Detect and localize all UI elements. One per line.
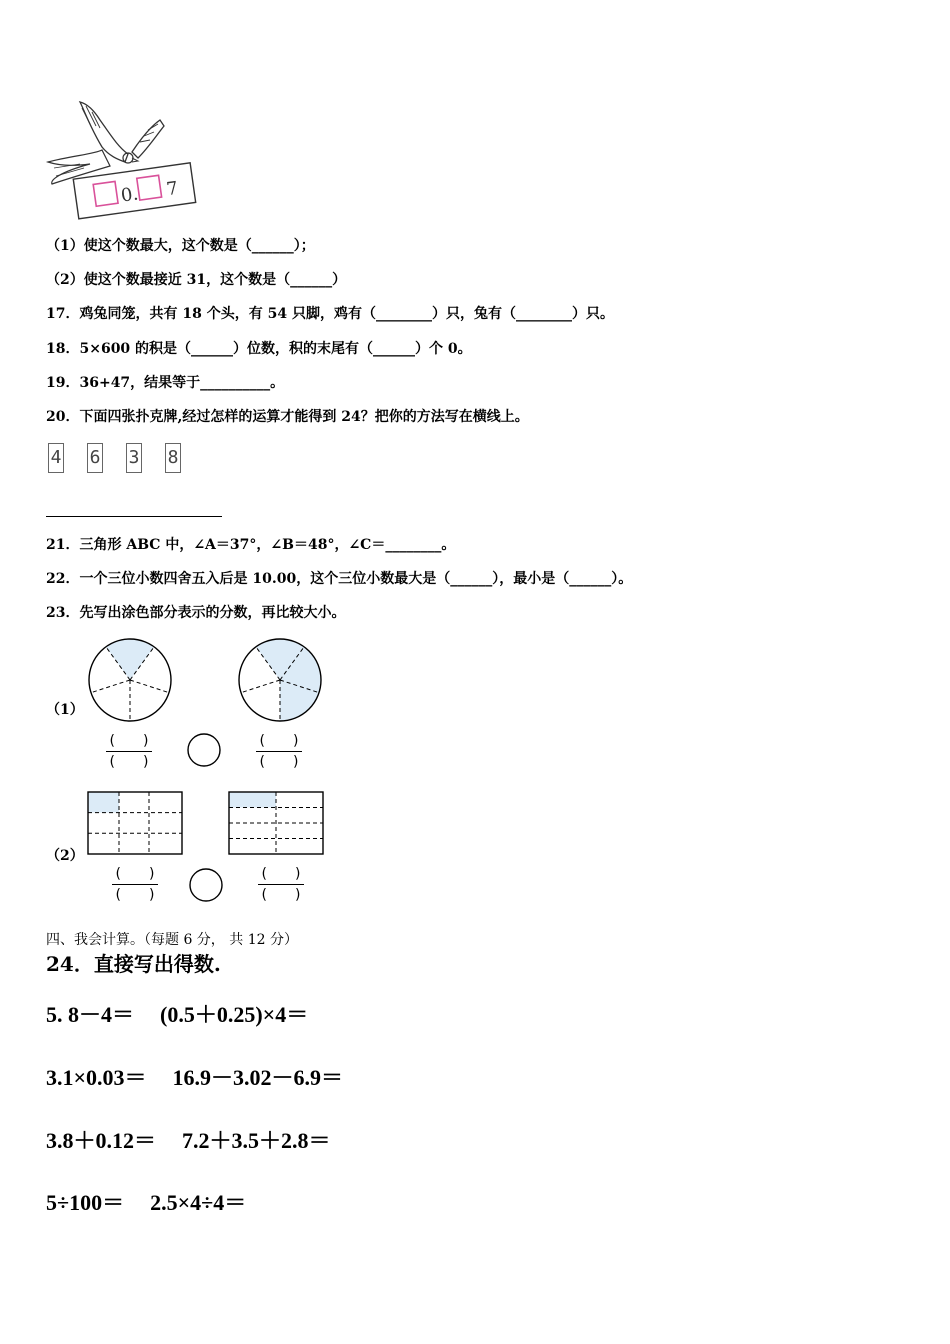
numerator: ( ): [261, 866, 301, 882]
question-23: 23．先写出涂色部分表示的分数，再比较大小。: [46, 605, 346, 621]
fraction-blank[interactable]: [106, 865, 164, 904]
numerator: ( ): [259, 733, 299, 749]
poker-card: 6: [87, 443, 103, 473]
rect-right: [228, 791, 324, 855]
part-2-label: （2）: [46, 848, 84, 864]
rect-left: [87, 791, 183, 855]
calc-item: 3.8＋0.12＝: [46, 1128, 157, 1153]
denominator: ( ): [115, 887, 155, 903]
compare-circle[interactable]: [188, 867, 224, 903]
question-22: 22．一个三位小数四舍五入后是 10.00，这个三位小数最大是（______），最小是（______）。: [46, 571, 633, 587]
calc-item: 3.1×0.03＝: [46, 1065, 147, 1090]
question-20: 20．下面四张扑克牌,经过怎样的运算才能得到 24？把你的方法写在横线上。: [46, 409, 529, 425]
question-19: 19．36+47，结果等于__________。: [46, 375, 285, 391]
bird-card-illustration: [40, 92, 200, 222]
calc-item: (0.5＋0.25)×4＝: [160, 1002, 309, 1027]
circle-spoke: [130, 680, 169, 693]
poker-card: 4: [48, 443, 64, 473]
fraction-blank[interactable]: [252, 865, 310, 904]
calc-row: [46, 1061, 343, 1092]
calc-item: 2.5×4÷4＝: [150, 1190, 247, 1215]
calc-row: [46, 1124, 331, 1155]
numerator: ( ): [109, 733, 149, 749]
compare-circle[interactable]: [186, 732, 222, 768]
denominator: ( ): [259, 754, 299, 770]
part-1-label: （1）: [46, 702, 84, 718]
calc-row: [46, 998, 308, 1029]
circle-spoke: [241, 680, 280, 693]
circle-right: [235, 635, 325, 725]
question-17: 17．鸡兔同笼，共有 18 个头，有 54 只脚，鸡有（________）只，兔有（________）只。: [46, 306, 614, 322]
circle-spoke: [91, 680, 130, 693]
poker-card: 8: [165, 443, 181, 473]
calc-item: 5. 8－4＝: [46, 1002, 135, 1027]
question-24: 24．直接写出得数.: [46, 952, 221, 976]
fraction-blank[interactable]: [250, 732, 308, 771]
card-digit: 7: [165, 177, 180, 201]
calc-item: 7.2＋3.5＋2.8＝: [182, 1128, 331, 1153]
calc-item: 16.9－3.02－6.9＝: [172, 1065, 344, 1090]
circle-right-shaded: [256, 639, 321, 721]
answer-line[interactable]: [46, 516, 222, 517]
question-18: 18．5×600 的积是（______）位数，积的末尾有（______）个 0。: [46, 341, 472, 357]
circle-left-shaded: [106, 639, 154, 680]
calc-item: 5÷100＝: [46, 1190, 125, 1215]
rect-left-shaded: [88, 792, 119, 813]
circle-left: [85, 635, 175, 725]
section-4-heading: 四、我会计算。（每题 6 分， 共 12 分）: [46, 932, 298, 948]
q16-part2: （2）使这个数最接近 31，这个数是（______）: [46, 272, 347, 288]
rect-right-shaded: [229, 792, 276, 808]
q16-part1: （1）使这个数最大，这个数是（______）；: [46, 238, 315, 254]
denominator: ( ): [109, 754, 149, 770]
numerator: ( ): [115, 866, 155, 882]
denominator: ( ): [261, 887, 301, 903]
question-21: 21．三角形 ABC 中，∠A＝37°，∠B＝48°，∠C＝________。: [46, 537, 456, 553]
card-dot: 0.: [119, 183, 140, 207]
calc-row: [46, 1186, 246, 1217]
fraction-blank[interactable]: [100, 732, 158, 771]
poker-card: 3: [126, 443, 142, 473]
